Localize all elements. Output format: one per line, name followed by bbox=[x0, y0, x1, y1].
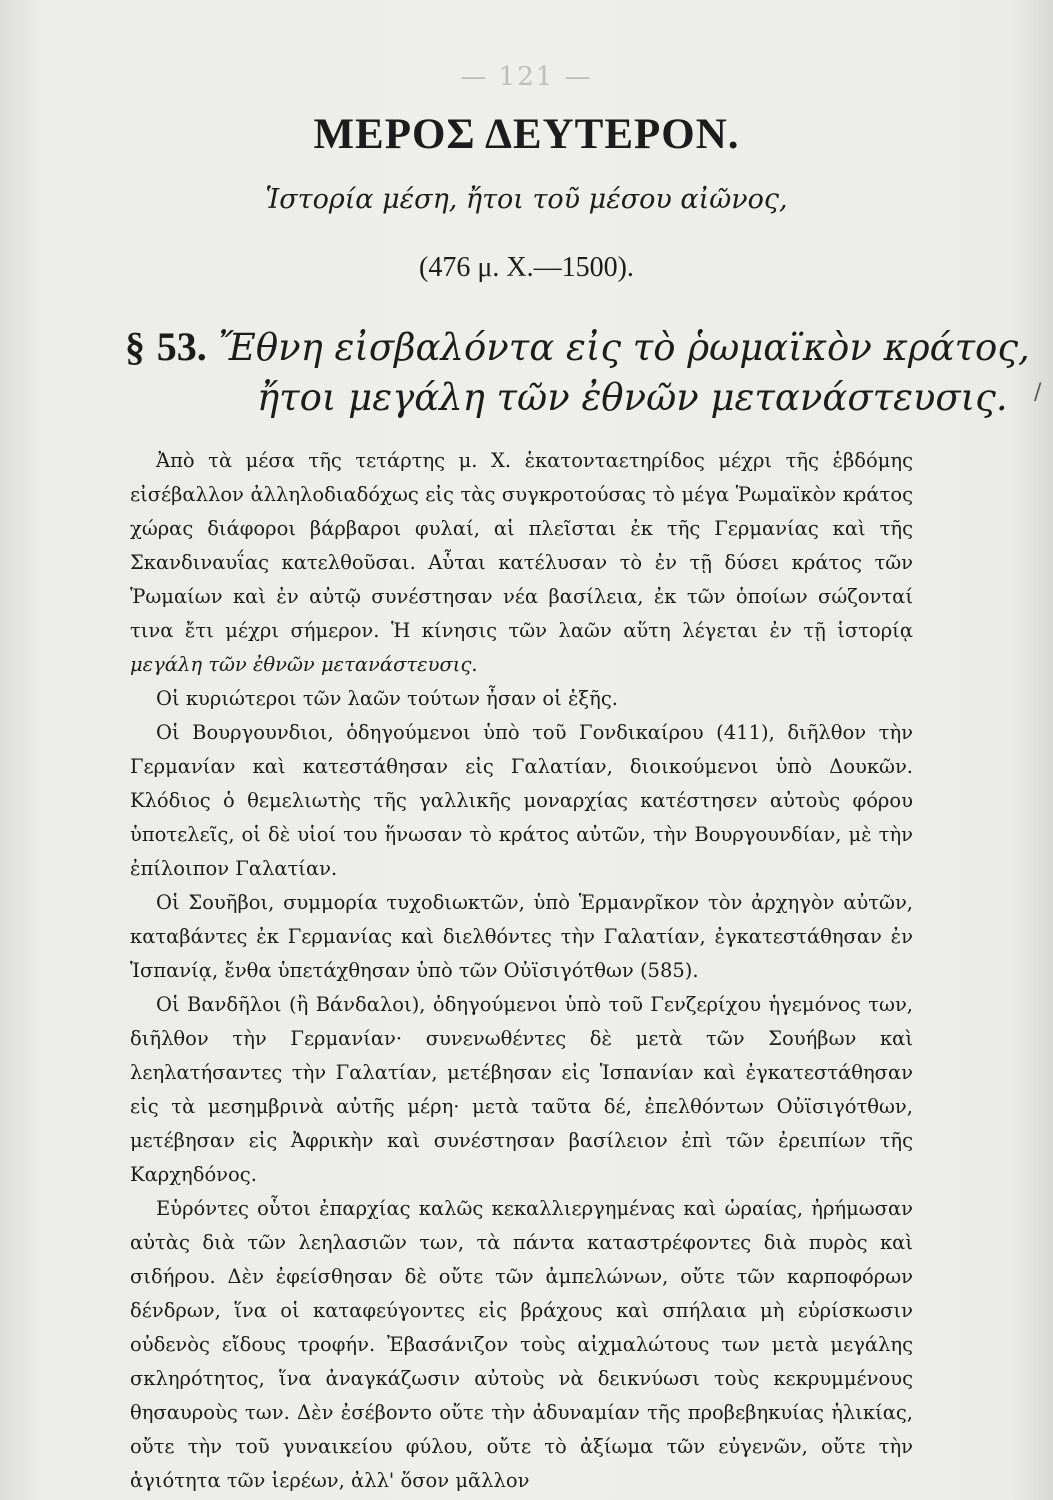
body-text bbox=[130, 444, 913, 1498]
part-title: ΜΕΡΟΣ ΔΕΥΤΕΡΟΝ. bbox=[313, 111, 740, 158]
paragraph-intro-text: Ἀπὸ τὰ μέσα τῆς τετάρτης μ. Χ. ἑκατονταετηρίδος μέχρι τῆς ἑβδόμης εἰσέβαλλον ἀλληλοδιαδόχως εἰς τὰς συγκροτούσας τὸ μέγα Ῥωμαϊκὸν κράτος χώρας διάφοροι βάρβαροι φυλαί, αἱ πλεῖσται ἐκ τῆς Γερμανίας καὶ τῆς Σκανδιναυΐας κατελθοῦσαι. Αὗται κατέλυσαν τὸ ἐν τῇ δύσει κράτος τῶν Ῥωμαίων καὶ ἐν αὐτῷ συνέστησαν νέα βασίλεια, ἐκ τῶν ὁποίων σώζονταί τινα ἔτι μέχρι σήμερον. Ἡ κίνησις τῶν λαῶν αὕτη λέγεται ἐν τῇ ἱστορίᾳ bbox=[130, 449, 913, 642]
period-dates: (476 μ. Χ.—1500). bbox=[419, 252, 634, 283]
paragraph-peoples-intro: Οἱ κυριώτεροι τῶν λαῶν τούτων ἦσαν οἱ ἑξῆς. bbox=[156, 687, 618, 710]
section-symbol: § bbox=[125, 324, 145, 369]
margin-mark: / bbox=[1034, 380, 1042, 405]
section-heading bbox=[125, 322, 1030, 423]
part-subtitle: Ἱστορία μέση, ἤτοι τοῦ μέσου αἰῶνος, bbox=[265, 184, 788, 215]
section-number: 53. bbox=[156, 324, 207, 369]
section-heading-line-1 bbox=[125, 322, 1030, 373]
paragraph-intro-end: . bbox=[471, 653, 478, 676]
section-title-line-1: Ἔθνη εἰσβαλόντα εἰς τὸ ῥωμαϊκὸν κράτος, bbox=[218, 326, 1030, 369]
emphasized-term: μεγάλη τῶν ἐθνῶν μετανάστευσις bbox=[130, 653, 472, 676]
section-title-line-2: ἤτοι μεγάλη τῶν ἐθνῶν μετανάστευσις. bbox=[257, 376, 1008, 419]
paragraph-burgundians: Οἱ Βουργουνδιοι, ὁδηγούμενοι ὑπὸ τοῦ Γονδικαίρου (411), διῆλθον τὴν Γερμανίαν καὶ κατεστάθησαν εἰς Γαλατίαν, διοικούμενοι ὑπὸ Δουκῶν. Κλόδιος ὁ θεμελιωτὴς τῆς γαλλικῆς μοναρχίας κατέστησεν αὐτοὺς φόρου ὑποτελεῖς, οἱ δὲ υἱοί του ἥνωσαν τὸ κράτος αὐτῶν, τὴν Βουργουνδίαν, μὲ τὴν ἐπίλοιπον Γαλατίαν. bbox=[130, 721, 913, 880]
paragraph-suevi: Οἱ Σουῆβοι, συμμορία τυχοδιωκτῶν, ὑπὸ Ἑρμανρῖκον τὸν ἀρχηγὸν αὐτῶν, καταβάντες ἐκ Γερμανίας καὶ διελθόντες τὴν Γαλατίαν, ἐγκατεστάθησαν ἐν Ἱσπανίᾳ, ἔνθα ὑπετάχθησαν ὑπὸ τῶν Οὐϊσιγότθων (585). bbox=[130, 891, 913, 982]
page-number: — 121 — bbox=[460, 62, 593, 92]
paragraph-vandal-devastation: Εὑρόντες οὗτοι ἐπαρχίας καλῶς κεκαλλιεργημένας καὶ ὡραίας, ἠρήμωσαν αὐτὰς διὰ τῶν λεηλασιῶν των, τὰ πάντα καταστρέφοντες διὰ πυρὸς καὶ σιδήρου. Δὲν ἐφείσθησαν δὲ οὔτε τῶν ἀμπελώνων, οὔτε τῶν καρποφόρων δένδρων, ἵνα οἱ καταφεύγοντες εἰς βράχους καὶ σπήλαια μὴ εὑρίσκωσιν οὐδενὸς εἴδους τροφήν. Ἐβασάνιζον τοὺς αἰχμαλώτους των μετὰ μεγάλης σκληρότητος, ἵνα ἀναγκάζωσιν αὐτοὺς νὰ δεικνύωσι τοὺς κεκρυμμένους θησαυροὺς των. Δὲν ἐσέβοντο οὔτε τὴν ἀδυναμίαν τῆς προβεβηκυίας ἡλικίας, οὔτε τὴν τοῦ γυναικείου φύλου, οὔτε τὸ ἀξίωμα τῶν εὐγενῶν, οὔτε τὴν ἁγιότητα τῶν ἱερέων, ἀλλ' ὅσον μᾶλλον bbox=[130, 1197, 913, 1492]
paragraph-vandals: Οἱ Βανδῆλοι (ἢ Βάνδαλοι), ὁδηγούμενοι ὑπὸ τοῦ Γενζερίχου ἡγεμόνος των, διῆλθον τὴν Γερμανίαν· συνενωθέντες δὲ μετὰ τῶν Σουήβων καὶ λεηλατήσαντες τὴν Γαλατίαν, μετέβησαν εἰς Ἱσπανίαν καὶ ἐγκατεστάθησαν εἰς τὰ μεσημβρινὰ αὐτῆς μέρη· μετὰ ταῦτα δέ, ἐπελθόντων Οὐϊσιγότθων, μετέβησαν εἰς Ἀφρικὴν καὶ συνέστησαν βασίλειον ἐπὶ τῶν ἐρειπίων τῆς Καρχηδόνος. bbox=[130, 993, 913, 1186]
paragraph-intro bbox=[130, 444, 913, 682]
